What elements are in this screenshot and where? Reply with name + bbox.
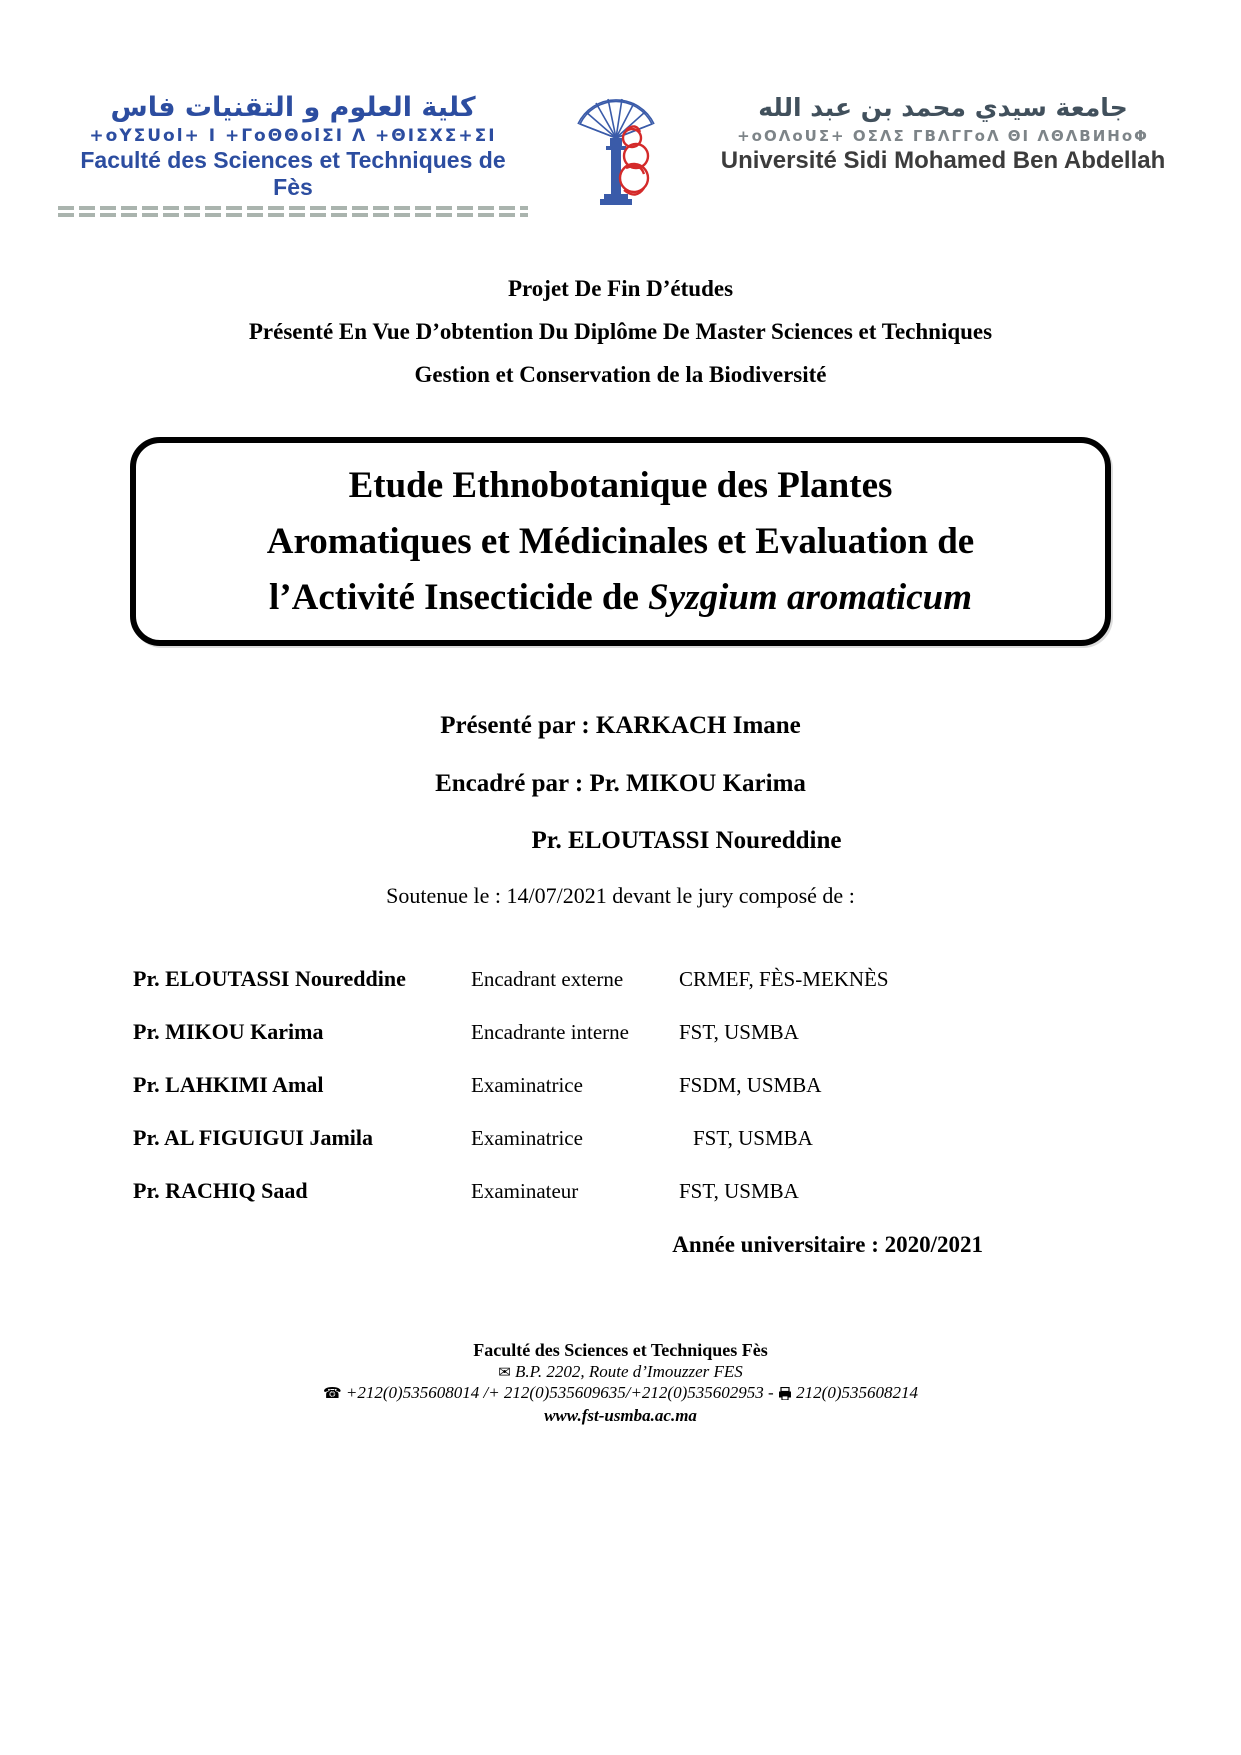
presented-by-line: Présenté par : KARKACH Imane [440,712,801,739]
second-supervisor-line: Pr. ELOUTASSI Noureddine [531,827,842,854]
jury-member-institution: FST, USMBA [679,1020,799,1044]
footer-institution: Faculté des Sciences et Techniques Fès [473,1340,768,1360]
jury-member-role: Examinatrice [471,1073,583,1097]
jury-member-role: Examinatrice [471,1126,583,1150]
thesis-title-box [130,437,1111,646]
phone-icon: ☎ [322,1384,342,1402]
jury-member-name: Pr. LAHKIMI Amal [133,1072,324,1097]
jury-row [133,1178,1113,1204]
header [58,92,1183,220]
usmba-tifinagh-name: +oOΛoUΣ+ OΣΛΣ ΓΒΛΓΓoΛ ΘΙ ΛΘΛΒИΗoΦ [737,127,1149,146]
decorative-stripes [58,206,528,217]
mail-icon: ✉ [498,1363,511,1381]
usmba-arabic-name: جامعة سيدي محمد بن عبد الله [758,93,1128,122]
jury-row [133,1019,1113,1045]
jury-member-name: Pr. ELOUTASSI Noureddine [133,966,406,991]
jury-member-institution: CRMEF, FÈS-MEKNÈS [679,967,889,991]
usmba-french-name: Université Sidi Mohamed Ben Abdellah [720,147,1166,175]
fst-fes-logo [58,92,528,220]
project-type: Projet De Fin D’études [507,276,734,301]
defense-date-line: Soutenue le : 14/07/2021 devant le jury composé de : [386,883,855,908]
title-line-3-prefix: l’Activité Insecticide de [269,576,649,618]
title-line-2: Aromatiques et Médicinales et Evaluation de [266,520,975,562]
jury-row [133,966,1113,992]
speciality-line: Gestion et Conservation de la Biodiversité [414,362,827,387]
usmba-logo [703,92,1183,175]
species-name: Syzgium aromaticum [648,576,972,618]
intro-block [0,276,1241,405]
usmba-emblem-icon [561,92,671,216]
footer-address [0,1362,1241,1382]
academic-year: Année universitaire : 2020/2021 [672,1232,983,1257]
presentation-block [0,712,1241,909]
footer-phones [0,1383,1241,1405]
footer-website: www.fst-usmba.ac.ma [544,1406,697,1425]
title-line-3 [136,570,1105,626]
footer-fax-number: 212(0)535608214 [791,1383,918,1402]
fst-tifinagh-name: +oYΣUol+ I +ΓoΘΘolΣI Λ +ΘΙΣΧΣ+ΣΙ [89,126,497,147]
jury-member-role: Examinateur [471,1179,579,1203]
jury-table [133,966,1113,1231]
supervised-by-line: Encadré par : Pr. MIKOU Karima [435,770,806,797]
footer-address-text: B.P. 2202, Route d’Imouzzer FES [510,1362,743,1381]
jury-member-name: Pr. MIKOU Karima [133,1019,324,1044]
jury-row [133,1125,1113,1151]
fax-icon [778,1385,792,1405]
title-line-1: Etude Ethnobotanique des Plantes [348,464,893,506]
footer [0,1340,1241,1426]
jury-member-role: Encadrante interne [471,1020,629,1044]
jury-member-name: Pr. AL FIGUIGUI Jamila [133,1125,373,1150]
jury-member-institution: FST, USMBA [679,1179,799,1203]
fst-french-name: Faculté des Sciences et Techniques de Fès [80,147,506,201]
fst-arabic-name: كلية العلوم و التقنيات فاس [110,92,476,123]
jury-member-institution: FSDM, USMBA [679,1073,822,1097]
jury-row [133,1072,1113,1098]
jury-member-institution: FST, USMBA [693,1126,813,1150]
jury-member-name: Pr. RACHIQ Saad [133,1178,308,1203]
degree-line: Présenté En Vue D’obtention Du Diplôme De Master Sciences et Techniques [248,319,993,344]
footer-phone-numbers: +212(0)535608014 /+ 212(0)535609635/+212(0)535602953 - [341,1383,778,1402]
jury-member-role: Encadrant externe [471,967,624,991]
